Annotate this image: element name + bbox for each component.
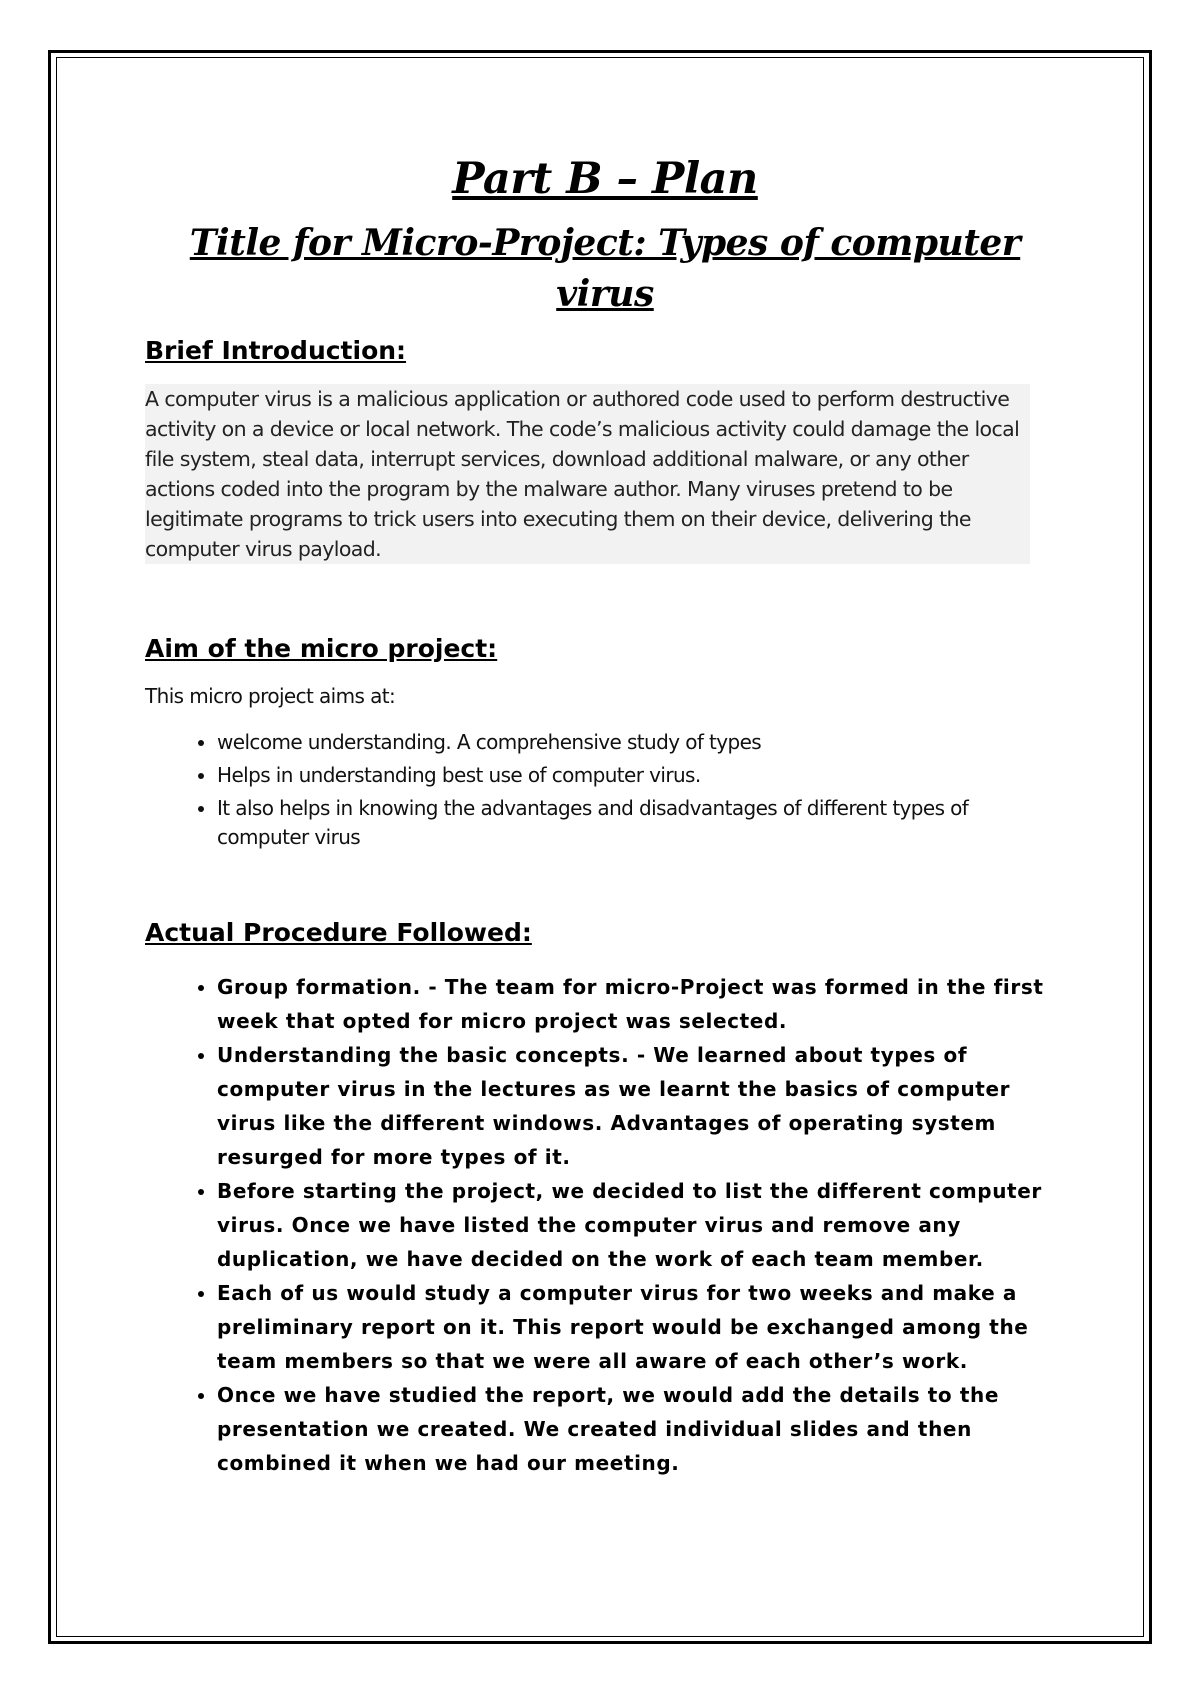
aim-list [145,728,1065,852]
project-title: Title for Micro-Project: Types of computer virus [189,221,1021,315]
procedure-list-item: • Once we have studied the report, we would add the details to the presentation we created. We created individual slides and then combined it when we had our meeting. [217,1378,1062,1480]
aim-list-item: • welcome understanding. A comprehensive study of types [217,728,1065,757]
part-title: Part B – Plan [452,154,758,204]
procedure-list-item: • Before starting the project, we decided to list the different computer virus. Once we have listed the computer virus and remove any duplication, we have decided on the work of each team member. [217,1174,1062,1276]
document-content [145,140,1065,1480]
aim-heading: Aim of the micro project: [145,633,498,663]
procedure-list-item: • Each of us would study a computer virus for two weeks and make a preliminary report on it. This report would be exchanged among the team members so that we were all aware of each other’s work. [217,1276,1062,1378]
procedure-heading: Actual Procedure Followed: [145,917,532,947]
procedure-list [145,970,1062,1480]
intro-heading: Brief Introduction: [145,335,407,365]
aim-list-item: • It also helps in knowing the advantages and disadvantages of different types of computer virus [217,794,1065,852]
intro-paragraph: A computer virus is a malicious application or authored code used to perform destructive activity on a device or local network. The code’s malicious activity could damage the local file system, steal data, interrupt services, download additional malware, or any other actions coded into the program by the malware author. Many viruses pretend to be legitimate programs to trick users into executing them on their device, delivering the computer virus payload. [145,384,1030,564]
procedure-list-item: • Understanding the basic concepts. - We learned about types of computer virus in the lectures as we learnt the basics of computer virus like the different windows. Advantages of operating system resurged for more types of it. [217,1038,1062,1174]
aim-list-item: • Helps in understanding best use of computer virus. [217,761,1065,790]
aim-lead: This micro project aims at: [145,683,396,708]
procedure-list-item: • Group formation. - The team for micro-Project was formed in the first week that opted for micro project was selected. [217,970,1062,1038]
